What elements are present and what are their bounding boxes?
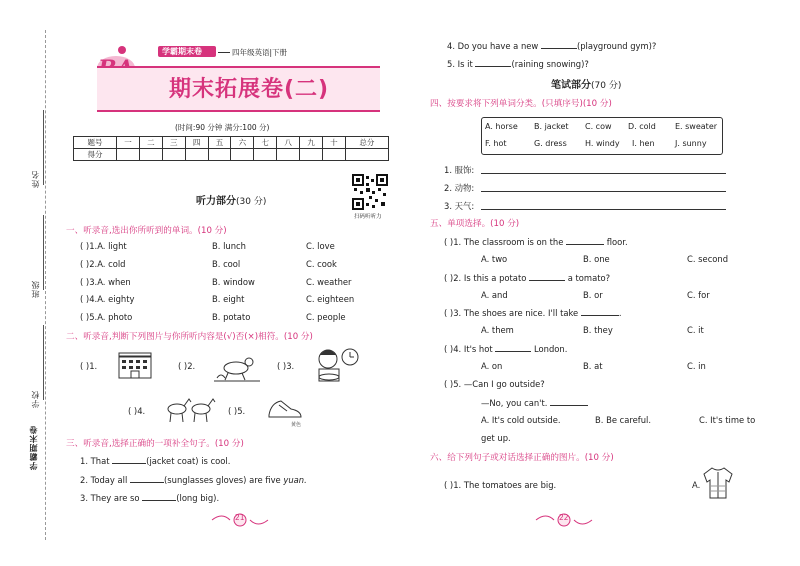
- binding-name-label: 姓名: [31, 170, 40, 188]
- time-note: (时间:90 分钟 满分:100 分): [175, 123, 270, 132]
- binding-class-label: 班级: [31, 280, 40, 298]
- s1-item-1: [80, 241, 390, 251]
- s5-answer-blank[interactable]: [529, 272, 565, 281]
- right-page-number: 22: [559, 513, 569, 522]
- s1-item-number[interactable]: ( )2.: [80, 259, 98, 269]
- s5-answer-blank[interactable]: [566, 236, 604, 245]
- word-bank-item: E. sweater: [675, 122, 718, 131]
- shoes-picture: [265, 393, 305, 427]
- s5-question-end: floor.: [606, 237, 628, 247]
- s6-option-a-label: A.: [692, 480, 701, 490]
- score-cell: 八: [277, 137, 300, 149]
- word-bank-item: F. hot: [485, 139, 507, 148]
- s3-item-opts: (sunglasses gloves) are five: [164, 475, 281, 485]
- s5-question: ( )4. It's hot: [444, 344, 493, 354]
- s1-opt-c: C. cook: [306, 259, 337, 269]
- score-cell: 总分: [345, 137, 388, 149]
- listening-title: [196, 192, 266, 207]
- s4-category-1: 1. 服饰:: [444, 165, 475, 175]
- name-field-line[interactable]: [43, 110, 44, 185]
- s5-question-end: London.: [534, 344, 568, 354]
- written-title: [551, 76, 621, 91]
- s1-opt-c: C. eighteen: [306, 294, 355, 304]
- s4-answer-line-3[interactable]: [481, 209, 726, 210]
- top-item-opts: (raining snowing)?: [511, 59, 589, 69]
- s3-points: (10 分): [214, 439, 244, 449]
- s1-opt-a: A. photo: [97, 312, 133, 322]
- score-input-cell[interactable]: [345, 149, 388, 161]
- s5-opt-c: C. It's time to: [699, 415, 756, 425]
- s5-q4: [444, 343, 567, 354]
- s1-item-number[interactable]: ( )4.: [80, 294, 98, 304]
- s3-item-pre: 3. They are so: [80, 493, 140, 503]
- top-answer-blank[interactable]: [475, 58, 511, 67]
- s5-q5-option-c-cont: get up.: [481, 433, 511, 443]
- s2-title: [66, 330, 313, 342]
- s3-item-1: [80, 455, 230, 466]
- score-input-cell[interactable]: [185, 149, 208, 161]
- s5-q5-reply-text: —No, you can't.: [481, 398, 548, 408]
- s5-q2-options: [481, 290, 731, 300]
- score-cell: 二: [139, 137, 162, 149]
- s6-title: [430, 451, 614, 463]
- s3-answer-blank[interactable]: [112, 455, 146, 464]
- score-row-label: 得分: [74, 149, 117, 161]
- s5-opt-b: B. at: [583, 361, 603, 371]
- s1-item-2: [80, 259, 390, 269]
- s4-answer-line-2[interactable]: [481, 191, 726, 192]
- class-field-line[interactable]: [43, 215, 44, 290]
- s5-q4-options: [481, 361, 731, 371]
- score-cell: 三: [162, 137, 185, 149]
- header-sub-line: 四年级英语|下册: [232, 48, 288, 57]
- s5-opt-c: C. it: [687, 325, 704, 335]
- s5-opt-b: B. Be careful.: [595, 415, 652, 425]
- top-answer-blank[interactable]: [541, 40, 577, 49]
- s1-points: (10 分): [197, 226, 227, 236]
- score-input-cell[interactable]: [117, 149, 140, 161]
- s4-answer-line-1[interactable]: [481, 173, 726, 174]
- qr-caption: 扫码听听力: [354, 214, 382, 220]
- s2-title-text: 二、听录音,判断下列图片与你所听内容是(√)否(×)相符。: [66, 332, 284, 342]
- word-bank-item: A. horse: [485, 122, 518, 131]
- s3-title: [66, 437, 244, 449]
- written-title-text: 笔试部分: [551, 80, 591, 91]
- score-cell: 十: [322, 137, 345, 149]
- score-cell: 六: [231, 137, 254, 149]
- score-table-header-row: [74, 137, 389, 149]
- s5-answer-blank[interactable]: [550, 397, 588, 406]
- score-table: [73, 136, 389, 161]
- s5-opt-c: C. for: [687, 290, 710, 300]
- s5-opt-a: A. two: [481, 254, 508, 264]
- score-input-cell[interactable]: [254, 149, 277, 161]
- binding-school-label: 学校: [31, 390, 40, 408]
- score-input-cell[interactable]: [322, 149, 345, 161]
- s5-opt-c: C. in: [687, 361, 706, 371]
- s1-opt-a: A. cold: [97, 259, 126, 269]
- s5-title: [430, 217, 519, 229]
- score-input-cell[interactable]: [300, 149, 323, 161]
- s1-item-4: [80, 294, 390, 304]
- sweater-picture: [702, 466, 734, 500]
- s2-item-3[interactable]: ( )3.: [277, 361, 295, 371]
- header-sub-rule: [218, 52, 230, 53]
- s3-item-post: yuan.: [283, 475, 307, 485]
- word-bank-item: D. cold: [628, 122, 656, 131]
- s5-q1-options: [481, 254, 731, 264]
- s4-title: [430, 97, 612, 109]
- s5-opt-a: A. on: [481, 361, 503, 371]
- word-bank-box: [481, 117, 723, 155]
- main-title: 期末拓展卷(二): [169, 77, 330, 102]
- top-item-pre: 5. Is it: [447, 59, 473, 69]
- qr-code[interactable]: [352, 174, 388, 210]
- s1-title: [66, 224, 227, 236]
- s1-opt-c: C. people: [306, 312, 346, 322]
- score-cell: 一: [117, 137, 140, 149]
- binding-dashed-line: [45, 30, 46, 540]
- s1-opt-a: A. light: [97, 241, 127, 251]
- s2-item-2[interactable]: ( )2.: [178, 361, 196, 371]
- s1-opt-b: B. lunch: [212, 241, 246, 251]
- s3-item-pre: 1. That: [80, 456, 110, 466]
- s3-item-opts: (long big).: [176, 493, 220, 503]
- s2-item-5[interactable]: ( )5.: [228, 406, 246, 416]
- s1-item-number[interactable]: ( )3.: [80, 277, 98, 287]
- top-item-opts: (playground gym)?: [576, 41, 657, 51]
- s5-q5: ( )5. —Can I go outside?: [444, 379, 545, 389]
- right-top-item-5: [447, 58, 589, 69]
- animals-picture: [212, 350, 262, 382]
- s5-opt-c: C. second: [687, 254, 729, 264]
- s5-opt-a: A. It's cold outside.: [481, 415, 561, 425]
- written-points: (70 分): [591, 81, 622, 91]
- score-cell: 题号: [74, 137, 117, 149]
- horses-picture: [163, 395, 217, 425]
- s5-q5-reply: [481, 397, 588, 408]
- s5-q3-options: [481, 325, 731, 335]
- s1-item-number[interactable]: ( )5.: [80, 312, 98, 322]
- s5-question: ( )1. The classroom is on the: [444, 237, 564, 247]
- s5-answer-blank[interactable]: [495, 343, 531, 352]
- s5-q5-options: [481, 415, 761, 425]
- s4-category-2: 2. 动物:: [444, 183, 475, 193]
- binding-strip: [0, 0, 52, 566]
- s1-opt-b: B. window: [212, 277, 255, 287]
- score-input-cell[interactable]: [139, 149, 162, 161]
- s1-opt-b: B. cool: [212, 259, 241, 269]
- score-cell: 四: [185, 137, 208, 149]
- s3-item-pre: 2. Today all: [80, 475, 128, 485]
- word-bank-item: C. cow: [585, 122, 612, 131]
- s4-note: (只填序号): [541, 99, 583, 109]
- s3-answer-blank[interactable]: [130, 474, 164, 483]
- score-cell: 九: [300, 137, 323, 149]
- s3-item-2: [80, 474, 307, 485]
- s5-q1: [444, 236, 628, 247]
- s4-category-3: 3. 天气:: [444, 201, 475, 211]
- score-cell: 五: [208, 137, 231, 149]
- s1-item-number[interactable]: ( )1.: [80, 241, 98, 251]
- boy-eating-picture: [314, 347, 360, 383]
- svg-text:黄色: 黄色: [291, 422, 302, 427]
- top-item-pre: 4. Do you have a new: [447, 41, 539, 51]
- s3-answer-blank[interactable]: [142, 492, 176, 501]
- s6-points: (10 分): [584, 453, 614, 463]
- s1-item-3: [80, 277, 390, 287]
- s5-opt-a: A. them: [481, 325, 514, 335]
- s1-opt-c: C. love: [306, 241, 335, 251]
- score-input-cell[interactable]: [231, 149, 254, 161]
- building-picture: [117, 352, 153, 380]
- s5-opt-b: B. or: [583, 290, 603, 300]
- s5-question: ( )2. Is this a potato: [444, 273, 527, 283]
- listening-title-text: 听力部分: [196, 196, 236, 207]
- school-field-line[interactable]: [43, 325, 44, 400]
- s2-item-4[interactable]: ( )4.: [128, 406, 146, 416]
- s5-opt-b: B. one: [583, 254, 610, 264]
- s5-title-text: 五、单项选择。: [430, 219, 491, 229]
- word-bank-item: I. hen: [632, 139, 655, 148]
- s3-title-text: 三、听录音,选择正确的一项补全句子。: [66, 439, 215, 449]
- word-bank-item: B. jacket: [534, 122, 569, 131]
- s5-q3: [444, 307, 622, 318]
- word-bank-item: G. dress: [534, 139, 567, 148]
- score-input-cell[interactable]: [208, 149, 231, 161]
- s5-q2: [444, 272, 610, 283]
- s5-answer-blank[interactable]: [581, 307, 619, 316]
- header-badge-line: 学霸期末卷: [162, 47, 202, 56]
- s5-question-end: a tomato?: [567, 273, 611, 283]
- word-bank-item: H. windy: [585, 139, 620, 148]
- listening-points: (30 分): [236, 197, 267, 207]
- word-bank-item: J. sunny: [675, 139, 707, 148]
- s1-item-5: [80, 312, 390, 322]
- score-cell: 七: [254, 137, 277, 149]
- right-top-item-4: [447, 40, 656, 51]
- s1-opt-b: B. potato: [212, 312, 251, 322]
- s5-question-end: .: [618, 308, 622, 318]
- s5-points: (10 分): [490, 219, 520, 229]
- s4-points: (10 分): [582, 99, 612, 109]
- s1-opt-b: B. eight: [212, 294, 245, 304]
- s6-title-text: 六、给下列句子或对话选择正确的图片。: [430, 453, 585, 463]
- binding-brand: 学霸期末卷: [29, 425, 38, 470]
- s2-item-1[interactable]: ( )1.: [80, 361, 98, 371]
- score-table-score-row: [74, 149, 389, 161]
- s1-opt-a: A. when: [97, 277, 131, 287]
- s5-question: ( )3. The shoes are nice. I'll take: [444, 308, 579, 318]
- s1-title-text: 一、听录音,选出你所听到的单词。: [66, 226, 198, 236]
- s3-item-3: [80, 492, 219, 503]
- s1-opt-c: C. weather: [306, 277, 352, 287]
- s4-title-text: 四、按要求将下列单词分类。: [430, 99, 542, 109]
- s6-item-1: ( )1. The tomatoes are big.: [444, 480, 557, 490]
- score-input-cell[interactable]: [162, 149, 185, 161]
- score-input-cell[interactable]: [277, 149, 300, 161]
- s1-opt-a: A. eighty: [97, 294, 135, 304]
- s5-opt-b: B. they: [583, 325, 613, 335]
- s5-opt-a: A. and: [481, 290, 508, 300]
- s3-item-opts: (jacket coat) is cool.: [146, 456, 231, 466]
- left-page-number: 21: [235, 513, 245, 522]
- s2-points: (10 分): [283, 332, 313, 342]
